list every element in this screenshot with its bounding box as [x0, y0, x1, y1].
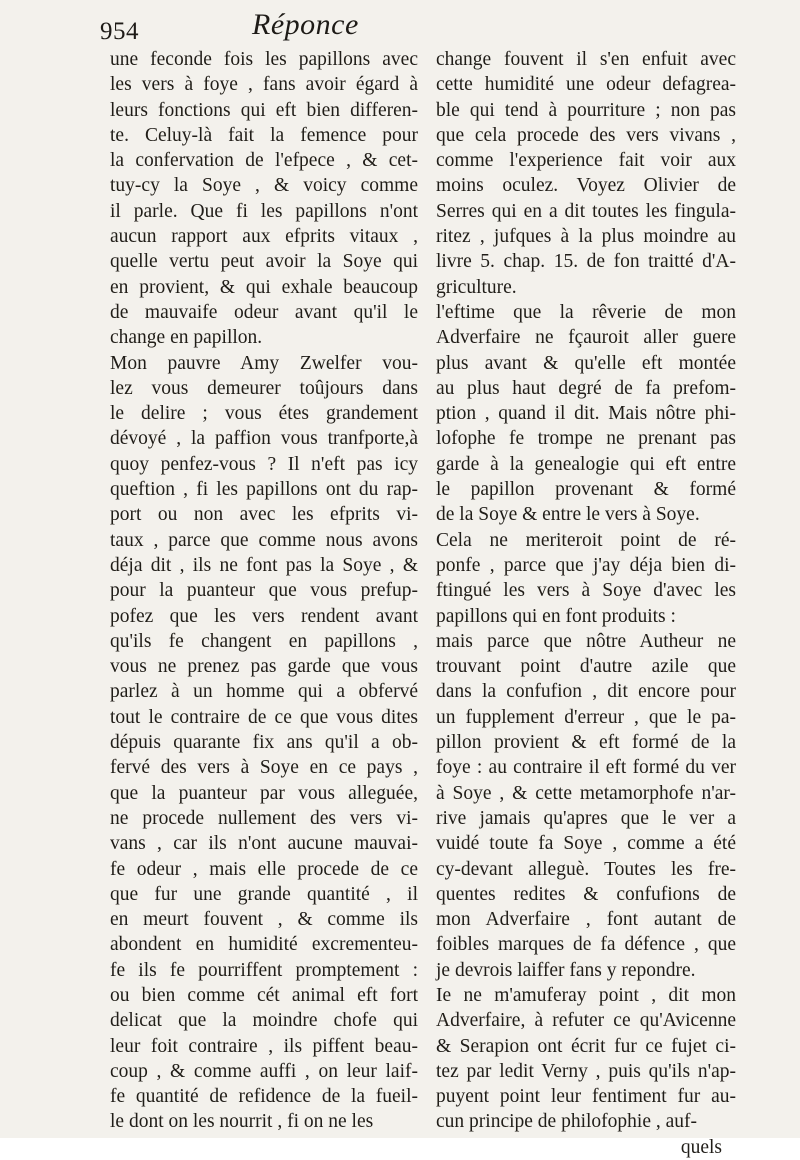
text-line: change en papillon. — [110, 327, 263, 349]
text-line: tout le contraire de ce que vous dites — [110, 706, 418, 728]
text-line: delicat que la moindre chofe qui — [110, 1010, 418, 1032]
text-line: la confervation de l'efpece , & cet- — [110, 150, 418, 172]
text-line: je devrois laiffer fans y repondre. — [436, 959, 696, 981]
page-number: 954 — [100, 18, 139, 45]
text-line: fe odeur , mais elle procede de ce — [110, 858, 418, 880]
text-line: griculture. — [436, 276, 517, 298]
text-line: un fupplement d'erreur , que le pa- — [436, 706, 736, 728]
text-line: mon Adverfaire , font autant de — [436, 909, 736, 931]
text-line: en provient, & qui exhale beaucoup — [110, 276, 418, 298]
text-line: puyent point leur fentiment fur au- — [436, 1086, 736, 1108]
text-line: Serres qui en a dit toutes les fingula- — [436, 200, 736, 222]
text-line: parlez à un homme qui a obfervé — [110, 681, 418, 703]
text-line: en meurt fouvent , & comme ils — [110, 909, 418, 931]
text-line: quoy penfez-vous ? Il n'eft pas icy — [110, 453, 418, 475]
text-line: Adverfaire ne fçauroit aller guere — [436, 327, 736, 349]
text-line: fe quantité de refidence de la fueil- — [110, 1086, 418, 1108]
text-line: au plus haut degré de fa prefom- — [436, 377, 736, 399]
text-line: leurs fonctions qui eft bien differen- — [110, 99, 418, 121]
text-line: ou bien comme cét animal eft fort — [110, 984, 418, 1006]
text-line: une feconde fois les papillons avec — [110, 49, 418, 70]
left-text-column — [110, 47, 418, 1135]
text-line: ble qui tend à pourriture ; non pas — [436, 99, 736, 121]
text-line: change fouvent il s'en enfuit avec — [436, 49, 736, 70]
text-line: Cela ne meriteroit point de ré- — [436, 529, 736, 551]
text-line: l'eftime que la rêverie de mon — [436, 301, 736, 323]
text-line: le delire ; vous étes grandement — [110, 403, 418, 425]
text-line: foye : au contraire il eft formé du ver — [436, 757, 736, 779]
page-header — [100, 4, 640, 46]
text-line: quelle vertu peut avoir la Soye qui — [110, 251, 418, 273]
text-line: moins oculez. Voyez Olivier de — [436, 175, 736, 197]
text-line: garde à la genealogie qui eft entre — [436, 453, 736, 475]
text-line: foibles marques de fa défence , que — [436, 934, 736, 956]
text-line: Mon pauvre Amy Zwelfer vou- — [110, 352, 418, 374]
text-line: lofophe fe trompe ne prenant pas — [436, 428, 736, 450]
text-line: quentes redites & confufions de — [436, 883, 736, 905]
text-line: déja dit , ils ne font pas la Soye , & — [110, 554, 418, 576]
text-line: dans la confufion , dit encore pour — [436, 681, 736, 703]
text-line: ne procede nullement des vers vi- — [110, 807, 418, 829]
text-line: fervé des vers à Soye en ce pays , — [110, 757, 418, 779]
text-line: queftion , fi les papillons ont du rap- — [110, 479, 418, 501]
text-line: vous ne prenez pas garde que vous — [110, 656, 418, 678]
text-line: cy-devant alleguè. Toutes les fre- — [436, 858, 736, 880]
text-line: taux , parce que comme nous avons — [110, 529, 418, 551]
text-line: que la puanteur par vous alleguée, — [110, 782, 418, 804]
text-line: rive jamais qu'apres que le ver a — [436, 807, 736, 829]
text-line: port ou non avec les efprits vi- — [110, 504, 418, 526]
text-line: le dont on les nourrit , fi on ne les — [110, 1111, 374, 1133]
text-line: aucun rapport aux efprits vitaux , — [110, 226, 418, 248]
text-line: les vers à foye , fans avoir égard à — [110, 74, 418, 96]
text-line: abondent en humidité excrementeu- — [110, 934, 418, 956]
right-text-column — [436, 47, 736, 1160]
text-line: & Serapion ont écrit fur ce fujet ci- — [436, 1035, 736, 1057]
text-line: que fur une grande quantité , il — [110, 883, 418, 905]
text-line: tez par ledit Verny , puis qu'ils n'ap- — [436, 1060, 736, 1082]
text-line: que cela procede des vers vivans , — [436, 124, 736, 146]
text-line: il parle. Que fi les papillons n'ont — [110, 200, 418, 222]
text-line: Ie ne m'amuferay point , dit mon — [436, 984, 736, 1006]
text-line: le papillon provenant & formé — [436, 479, 736, 501]
text-line: te. Celuy-là fait la femence pour — [110, 124, 418, 146]
text-line: leur foit contraire , ils piffent beau- — [110, 1035, 418, 1057]
text-line: pofez que les vers rendent avant — [110, 605, 418, 627]
running-head: Réponce — [252, 8, 359, 41]
text-line: Adverfaire, à refuter ce qu'Avicenne — [436, 1010, 736, 1032]
text-line: quels — [680, 1136, 722, 1158]
text-line: pour la puanteur que vous prefup- — [110, 580, 418, 602]
text-line: qu'ils fe changent en papillons , — [110, 630, 418, 652]
text-line: ption , quand il dit. Mais nôtre phi- — [436, 403, 736, 425]
text-line: dévoyé , la paffion vous tranfporte,à — [110, 428, 418, 450]
text-line: cette humidité une odeur defagrea- — [436, 74, 736, 96]
text-line: papillons qui en font produits : — [436, 605, 676, 627]
text-line: ftingué les vers à Soye d'avec les — [436, 580, 736, 602]
text-line: de mauvaife odeur avant qu'il le — [110, 301, 418, 323]
text-line: vuidé toute fa Soye , comme a été — [436, 833, 736, 855]
text-line: comme l'experience fait voir aux — [436, 150, 736, 172]
text-line: à Soye , & cette metamorphofe n'ar- — [436, 782, 736, 804]
text-line: livre 5. chap. 15. de fon traitté d'A- — [436, 251, 736, 273]
text-line: ritez , jufques à la plus moindre au — [436, 226, 736, 248]
text-line: fe ils fe pourriffent promptement : — [110, 959, 418, 981]
text-line: trouvant point d'autre azile que — [436, 656, 736, 678]
text-line: de la Soye & entre le vers à Soye. — [436, 504, 700, 526]
text-line: plus avant & qu'elle eft montée — [436, 352, 736, 374]
text-line: cun principe de philofophie , auf- — [436, 1111, 697, 1133]
text-line: pillon provient & eft formé de la — [436, 732, 736, 754]
text-line: lez vous demeurer toûjours dans — [110, 377, 418, 399]
text-line: ponfe , parce que j'ay déja bien di- — [436, 554, 736, 576]
text-line: coup , & comme auffi , on leur laif- — [110, 1060, 418, 1082]
text-line: vans , car ils n'ont aucune mauvai- — [110, 833, 418, 855]
text-line: mais parce que nôtre Autheur ne — [436, 630, 736, 652]
text-line: dépuis quarante fix ans qu'il a ob- — [110, 732, 418, 754]
text-line: tuy-cy la Soye , & voicy comme — [110, 175, 418, 197]
